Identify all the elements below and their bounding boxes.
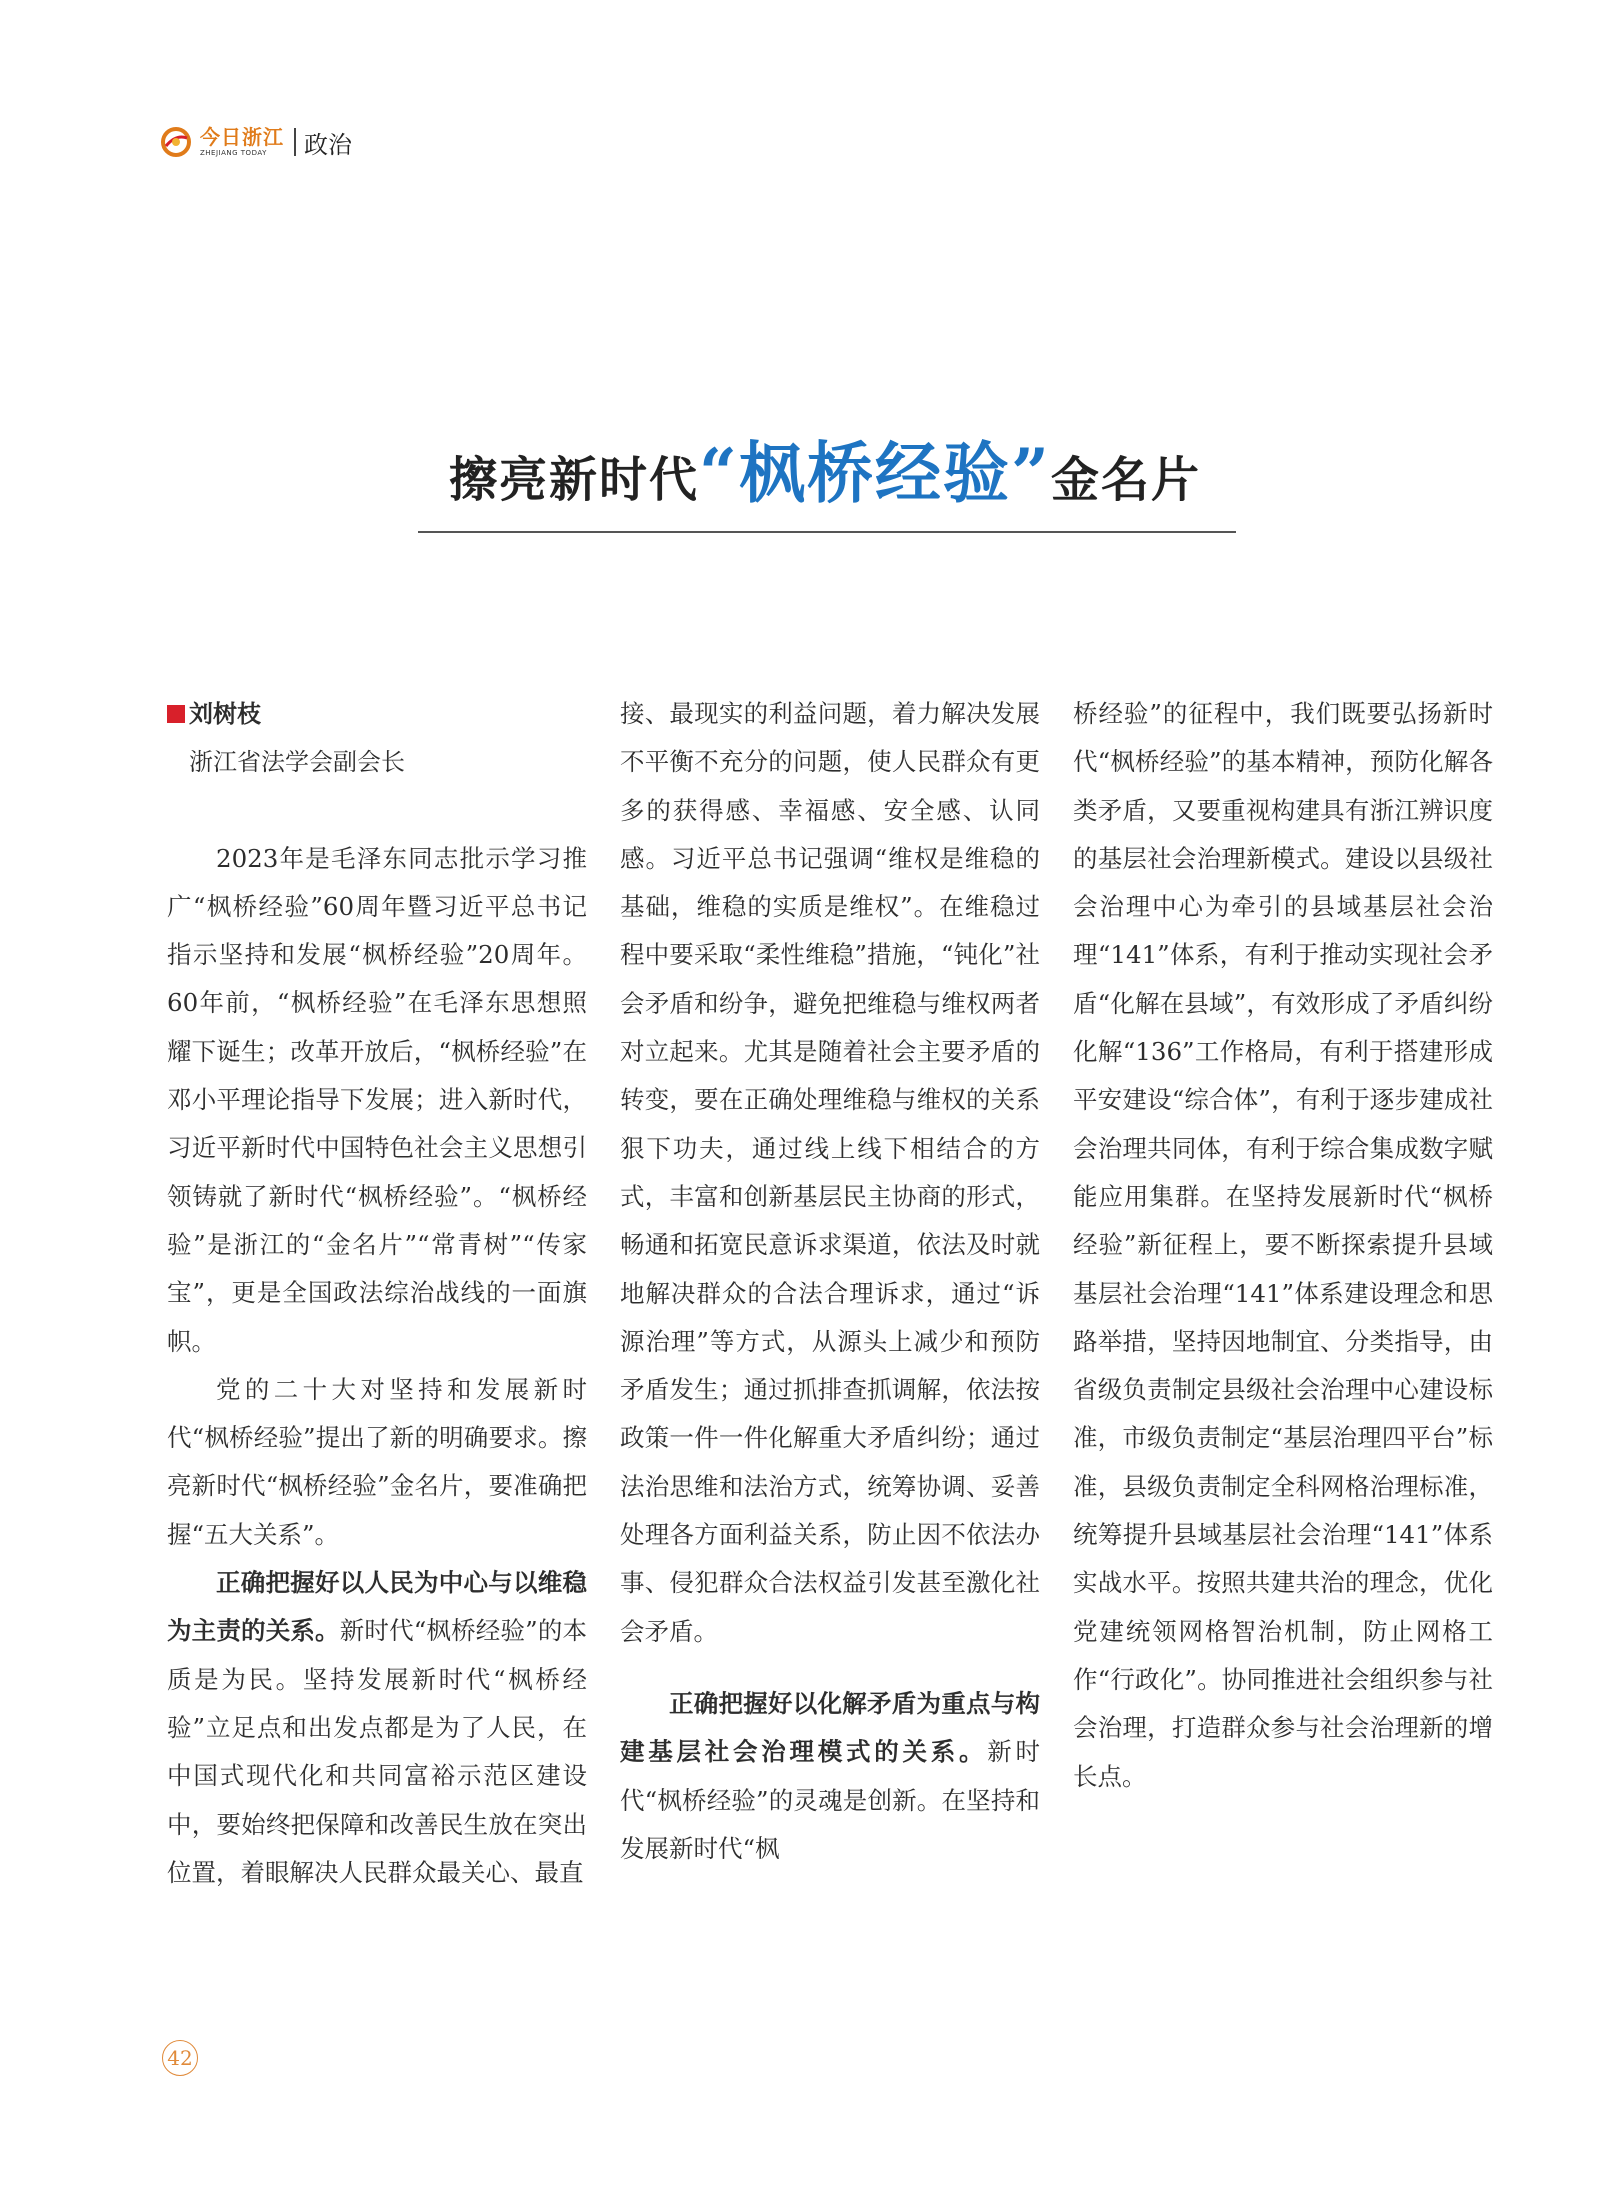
paragraph <box>167 1559 587 1897</box>
section-lead: 正确把握好以化解矛盾为重点与构建基层社会治理模式的关系。 <box>620 1688 1040 1767</box>
title-rule <box>418 531 1236 533</box>
logo-text <box>200 127 284 157</box>
page-number: 42 <box>162 2040 198 2076</box>
paragraph <box>620 1680 1040 1873</box>
header-divider <box>294 128 296 156</box>
paragraph-text: 新时代“枫桥经验”的本质是为民。坚持发展新时代“枫桥经验”立足点和出发点都是为了人民，在中国式现代化和共同富裕示范区建设中，要始终把保障和改善民生放在突出位置，着眼解决人民群众最关心、最直 <box>167 1616 587 1887</box>
title-suffix: 金名片 <box>1050 452 1201 508</box>
logo-chinese: 今日浙江 <box>200 125 284 149</box>
article-title <box>0 420 1600 515</box>
paragraph: 接、最现实的利益问题，着力解决发展不平衡不充分的问题，使人民群众有更多的获得感、幸福感、安全感、认同感。习近平总书记强调“维权是维稳的基础，维稳的实质是维权”。在维稳过程中要采取“柔性维稳”措施，“钝化”社会矛盾和纷争，避免把维稳与维权两者对立起来。尤其是随着社会主要矛盾的转变，要在正确处理维稳与维权的关系狠下功夫，通过线上线下相结合的方式，丰富和创新基层民主协商的形式，畅通和拓宽民意诉求渠道，依法及时就地解决群众的合法合理诉求，通过“诉源治理”等方式，从源头上减少和预防矛盾发生；通过抓排查抓调解，依法按政策一件一件化解重大矛盾纠纷；通过法治思维和法治方式，统筹协调、妥善处理各方面利益关系，防止因不依法办事、侵犯群众合法权益引发甚至激化社会矛盾。 <box>620 699 1040 1646</box>
column-3 <box>1073 690 1493 1801</box>
paragraph-text: 新时代“枫桥经验”的灵魂是创新。在坚持和发展新时代“枫 <box>620 1737 1040 1863</box>
column-1 <box>167 690 587 1897</box>
author-marker-icon <box>167 705 185 723</box>
title-keyword: “枫桥经验” <box>699 434 1051 512</box>
title-prefix: 擦亮新时代 <box>449 452 700 508</box>
author-name: 刘树枝 <box>189 700 261 728</box>
paragraph: 桥经验”的征程中，我们既要弘扬新时代“枫桥经验”的基本精神，预防化解各类矛盾，又要重视构建具有浙江辨识度的基层社会治理新模式。建设以县级社会治理中心为牵引的县域基层社会治理“141”体系，有利于推动实现社会矛盾“化解在县域”，有效形成了矛盾纠纷化解“136”工作格局，有利于搭建形成平安建设“综合体”，有利于逐步建成社会治理共同体，有利于综合集成数字赋能应用集群。在坚持发展新时代“枫桥经验”新征程上，要不断探索提升县域基层社会治理“141”体系建设理念和思路举措，坚持因地制宜、分类指导，由省级负责制定县级社会治理中心建设标准，市级负责制定“基层治理四平台”标准，县级负责制定全科网格治理标准，统筹提升县域基层社会治理“141”体系实战水平。按照共建共治的理念，优化党建统领网格智治机制，防止网格工作“行政化”。协同推进社会组织参与社会治理，打造群众参与社会治理新的增长点。 <box>1073 699 1493 1791</box>
paragraph: 2023年是毛泽东同志批示学习推广“枫桥经验”60周年暨习近平总书记指示坚持和发展“枫桥经验”20周年。60年前，“枫桥经验”在毛泽东思想照耀下诞生；改革开放后，“枫桥经验”在邓小平理论指导下发展；进入新时代，习近平新时代中国特色社会主义思想引领铸就了新时代“枫桥经验”。“枫桥经验”是浙江的“金名片”“常青树”“传家宝”，更是全国政法综治战线的一面旗帜。 <box>167 843 587 1356</box>
author-line <box>167 690 587 738</box>
masthead <box>160 122 352 162</box>
author-role: 浙江省法学会副会长 <box>189 748 405 777</box>
paragraph: 党的二十大对坚持和发展新时代“枫桥经验”提出了新的明确要求。擦亮新时代“枫桥经验”金名片，要准确把握“五大关系”。 <box>167 1374 587 1549</box>
section-label: 政治 <box>304 130 352 159</box>
logo-english: ZHEJIANG TODAY <box>200 149 267 157</box>
column-2 <box>620 690 1040 1873</box>
zhejiang-today-logo-icon <box>160 126 192 158</box>
section-lead: 正确把握好以人民为中心与以维稳为主责的关系。 <box>167 1568 587 1646</box>
